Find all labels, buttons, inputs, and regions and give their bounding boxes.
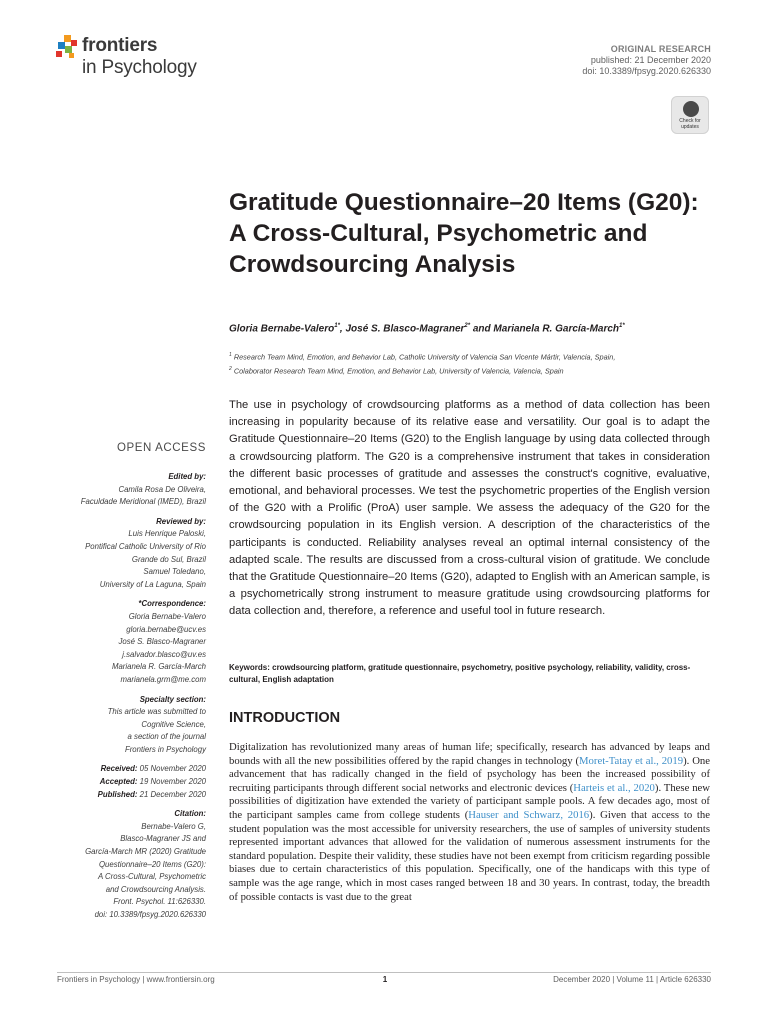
keywords: Keywords: crowdsourcing platform, gratitude questionnaire, psychometry, positive psychology, reliability, validity, cross-cultural, English adaptation xyxy=(229,663,691,684)
author-affiliation-marker: 1* xyxy=(334,323,340,329)
email-link[interactable]: gloria.bernabe@ucv.es xyxy=(126,624,206,634)
citation-link[interactable]: Moret-Tatay et al., 2019 xyxy=(579,754,684,767)
check-updates-icon xyxy=(683,101,699,117)
email-link[interactable]: marianela.grm@me.com xyxy=(120,674,206,684)
author-affiliation-marker: 1* xyxy=(619,323,625,329)
footer-journal-link[interactable]: Frontiers in Psychology | www.frontiersin.org xyxy=(57,975,215,984)
body-text: ). Given that access to the student population was the most accessible for university researchers, the use of samples of university students represented important advances that allowed for the validation of numerous assessment instruments for the standard population. Despite their validity, these studies have not been exempt from criticism regarding possible biases due to certain characteristics of this population. Specifically, one of the handicaps with this type of sample was the age range, which in most cases ranged between 18 and 30 years. In contrast, today, the breadth of possible contacts is vast due to the great xyxy=(229,808,710,903)
author-separator: , xyxy=(339,323,346,335)
article-sidebar xyxy=(40,471,206,929)
footer-divider xyxy=(57,972,711,973)
edited-by: Edited by: Camila Rosa De Oliveira, Faculdade Meridional (IMED), Brazil xyxy=(80,472,206,507)
correspondence: *Correspondence: Gloria Bernabe-Valero gloria.bernabe@ucv.es José S. Blasco-Magraner j.salvador.blasco@uv.es Marianela R. García-March marianela.grm@me.com xyxy=(40,598,206,686)
article-meta xyxy=(582,44,711,77)
citation-info: Citation: Bernabe-Valero G, Blasco-Magraner JS and García-March MR (2020) Gratitude Questionnaire–20 Items (G20): A Cross-Cultural, Psychometric and Crowdsourcing Analysis. Front. Psychol. 11:626330. doi: 10.3389/fpsyg.2020.626330 xyxy=(85,809,206,919)
journal-brand-secondary: in Psychology xyxy=(82,57,197,78)
check-updates-label-1: Check for xyxy=(679,118,701,124)
specialty-section: Specialty section: This article was submitted to Cognitive Science, a section of the journal Frontiers in Psychology xyxy=(107,694,206,754)
author-name[interactable]: Gloria Bernabe-Valero xyxy=(229,323,335,335)
email-link[interactable]: j.salvador.blasco@uv.es xyxy=(122,649,206,659)
abstract: The use in psychology of crowdsourcing platforms as a method of data collection has been increasing in popularity because of its relative ease and versatility. Our goal is to adapt the Gratitude Questionnaire–20 Items (G20) to the English language by using data collected through a crowdsourcing platform. The G20 is a comprehensive instrument that takes in consideration the different basic processes of gratitude and assesses the construct's cognitive, evaluative, emotional, and behavioral processes. We test the psychometric properties of the English version of the G20 with a Prolific (ProA) user sample. We assess the adequacy of the G20 for the crowdsourcing population in its English version. A description of the characteristics of the participants is conducted. Reliability analyses reveal an optimal internal consistency of the adapted scale. The results are discussed from a cross-cultural vision of gratitude. We conclude that the Gratitude Questionnaire–20 Items (G20), adapted to English with an American sample, is a psychometrically strong instrument to measure gratitude using crowdsourcing platforms for data collection and, therefore, a reference and useful tool in future research. xyxy=(229,399,710,618)
section-heading-introduction: INTRODUCTION xyxy=(229,710,341,726)
page-number: 1 xyxy=(382,975,388,984)
author-affiliation-marker: 2* xyxy=(464,323,471,329)
author-name[interactable]: Marianela R. García-March xyxy=(493,323,620,335)
journal-logo[interactable] xyxy=(56,33,216,83)
article-title: Gratitude Questionnaire–20 Items (G20): A Cross-Cultural, Psychometric and Crowdsourcing Analysis xyxy=(229,189,699,278)
open-access-label: OPEN ACCESS xyxy=(116,442,206,454)
affiliation: $^1$ Research Team Mind, Emotion, and Behavior Lab, Catholic University of Valencia San Vicente Mártir, Valencia, Spain, xyxy=(229,352,616,362)
published-date: published: 21 December 2020 xyxy=(590,55,711,65)
footer-issue-info: December 2020 | Volume 11 | Article 626330 xyxy=(553,975,711,984)
citation-link[interactable]: Hauser and Schwarz, 2016 xyxy=(468,808,590,821)
author-name[interactable]: José S. Blasco-Magraner xyxy=(345,323,465,335)
introduction-body xyxy=(229,741,710,904)
affiliation: $^2$ Colaborator Research Team Mind, Emotion, and Behavior Lab, University of Valencia, Valencia, Spain xyxy=(229,366,564,376)
author-separator: and xyxy=(470,323,494,335)
frontiers-logo-icon xyxy=(56,35,78,59)
article-type: ORIGINAL RESEARCH xyxy=(610,44,711,54)
author-list xyxy=(229,323,719,334)
article-dates: Received: 05 November 2020 Accepted: 19 November 2020 Published: 21 December 2020 xyxy=(97,764,206,799)
body-text: Digitalization has revolutionized many areas of human life; specifically, research has advanced by leaps and bounds with all the new possibilities offered by the rapid changes in technology ( xyxy=(229,741,710,767)
body-text: ). One advancement that has radically changed in the field of psychology has been the increased possibility of recruiting participants through different social networks and electronic devices ( xyxy=(229,754,711,794)
reviewed-by: Reviewed by: Luis Henrique Paloski, Pontifical Catholic University of Rio Grande do Sul, Brazil Samuel Toledano, University of La Laguna, Spain xyxy=(85,516,206,589)
check-updates-label-2: updates xyxy=(681,124,699,130)
check-for-updates-button[interactable] xyxy=(671,96,709,134)
body-text: ). These new possibilities of digitization have extended the variety of participant sample pools. A few decades ago, most of the participant samples came from college students ( xyxy=(229,781,710,821)
article-doi[interactable]: doi: 10.3389/fpsyg.2020.626330 xyxy=(582,66,711,76)
citation-link[interactable]: Harteis et al., 2020 xyxy=(573,781,655,794)
journal-brand-primary: frontiers xyxy=(82,35,158,56)
affiliation-list xyxy=(229,349,729,378)
